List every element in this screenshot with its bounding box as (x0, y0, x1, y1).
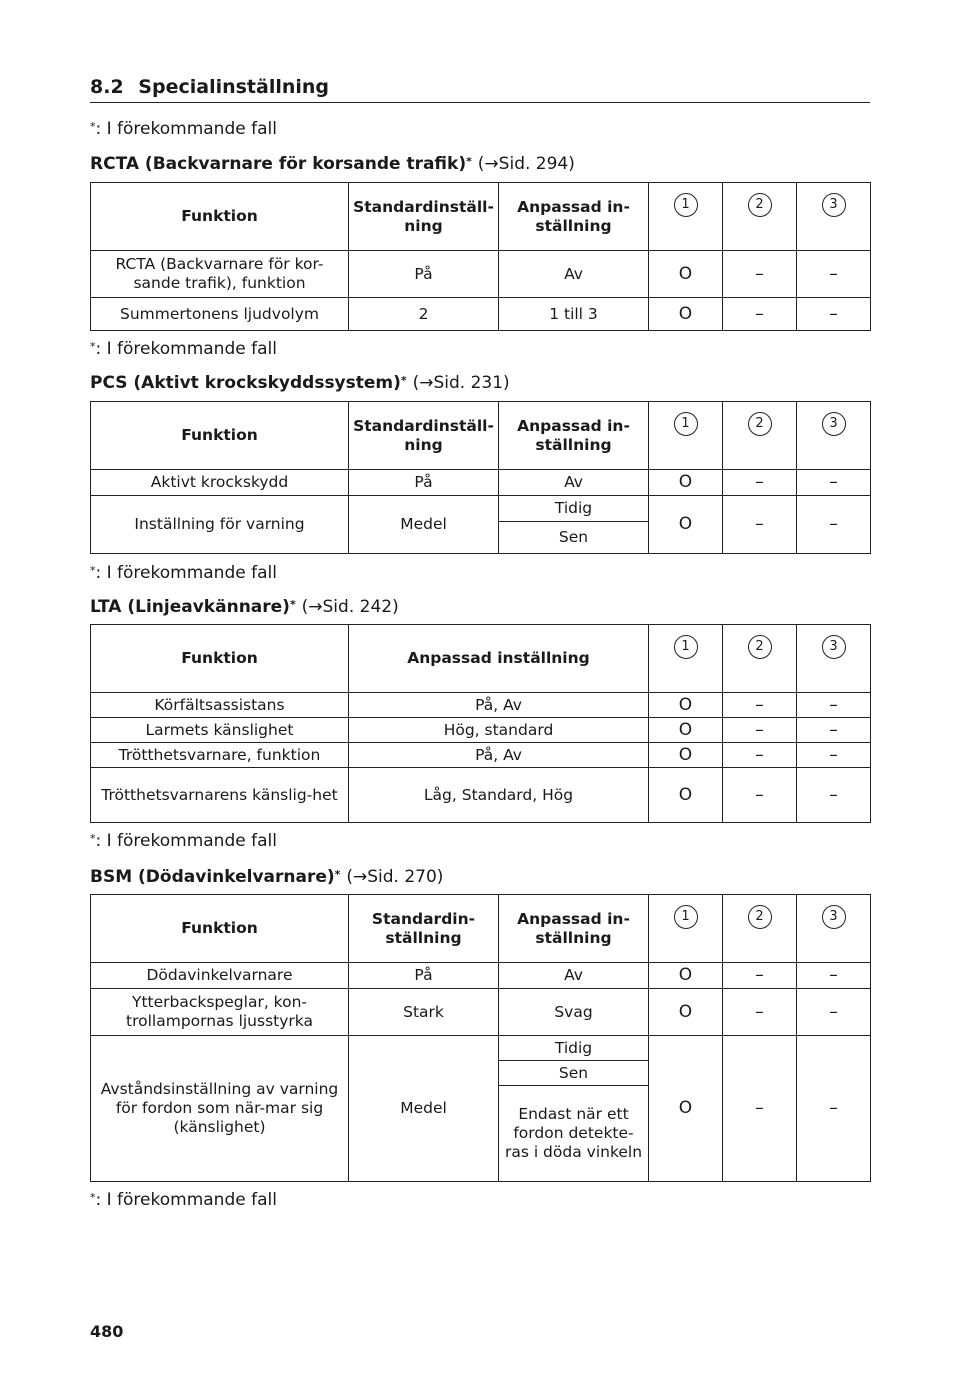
cell-c1: O (649, 989, 723, 1036)
cell-anpassad: Av (499, 963, 649, 989)
cell-c3: – (797, 496, 871, 554)
header-anpassad: Anpassad inställning (349, 625, 649, 693)
header-circled-2 (723, 895, 797, 963)
cell-c1: O (649, 963, 723, 989)
footnote: *: I förekommande fall (90, 339, 277, 359)
table-row (91, 963, 871, 989)
lta-table (90, 624, 871, 823)
cell-c3: – (797, 768, 871, 823)
cell-standard: Stark (349, 989, 499, 1036)
cell-funktion: Avståndsinställning av varning för fordon som när-mar sig (känslighet) (91, 1036, 349, 1182)
circled-3-icon: 3 (822, 905, 846, 929)
cell-c2: – (723, 298, 797, 331)
pcs-heading: PCS (Aktivt krockskyddssystem)* (→Sid. 231) (90, 373, 510, 393)
cell-funktion: RCTA (Backvarnare för kor-sande trafik), funktion (91, 251, 349, 298)
cell-c2: – (723, 1036, 797, 1182)
table-row (91, 718, 871, 743)
bsm-page-ref[interactable]: (→Sid. 270) (346, 867, 444, 887)
circled-3-icon: 3 (822, 412, 846, 436)
cell-anpassad-option: Sen (499, 522, 649, 554)
header-standard: Standardinställ-ning (349, 183, 499, 251)
footnote: *: I förekommande fall (90, 831, 277, 851)
header-circled-1 (649, 183, 723, 251)
cell-funktion: Dödavinkelvarnare (91, 963, 349, 989)
cell-funktion: Inställning för varning (91, 496, 349, 554)
table-row (91, 768, 871, 823)
header-funktion: Funktion (91, 183, 349, 251)
section-number: 8.2 (90, 76, 124, 98)
cell-standard: Medel (349, 496, 499, 554)
cell-anpassad-option: Endast när ett fordon detekte-ras i döda vinkeln (499, 1086, 649, 1182)
cell-c3: – (797, 743, 871, 768)
header-funktion: Funktion (91, 402, 349, 470)
cell-c3: – (797, 251, 871, 298)
circled-2-icon: 2 (748, 412, 772, 436)
lta-page-ref[interactable]: (→Sid. 242) (301, 597, 399, 617)
cell-c2: – (723, 470, 797, 496)
pcs-title: PCS (Aktivt krockskyddssystem) (90, 373, 401, 393)
cell-anpassad-option: Sen (499, 1061, 649, 1086)
header-standard: Standardinställ-ning (349, 402, 499, 470)
bsm-heading: BSM (Dödavinkelvarnare)* (→Sid. 270) (90, 867, 444, 887)
cell-c1: O (649, 470, 723, 496)
cell-c1: O (649, 1036, 723, 1182)
header-anpassad: Anpassad in-ställning (499, 183, 649, 251)
cell-c1: O (649, 768, 723, 823)
header-funktion: Funktion (91, 895, 349, 963)
table-row (91, 743, 871, 768)
circled-2-icon: 2 (748, 905, 772, 929)
header-circled-2 (723, 625, 797, 693)
cell-funktion: Summertonens ljudvolym (91, 298, 349, 331)
circled-2-icon: 2 (748, 193, 772, 217)
rcta-title: RCTA (Backvarnare för korsande trafik) (90, 154, 467, 174)
cell-funktion: Larmets känslighet (91, 718, 349, 743)
pcs-table (90, 401, 871, 554)
table-row (91, 298, 871, 331)
header-funktion: Funktion (91, 625, 349, 693)
cell-anpassad: Svag (499, 989, 649, 1036)
cell-anpassad: På, Av (349, 743, 649, 768)
cell-c1: O (649, 298, 723, 331)
page-number: 480 (90, 1322, 124, 1341)
cell-c3: – (797, 1036, 871, 1182)
cell-c2: – (723, 496, 797, 554)
cell-funktion: Aktivt krockskydd (91, 470, 349, 496)
cell-c2: – (723, 693, 797, 718)
header-circled-1 (649, 625, 723, 693)
cell-c2: – (723, 963, 797, 989)
cell-c1: O (649, 251, 723, 298)
header-circled-3 (797, 895, 871, 963)
cell-c1: O (649, 496, 723, 554)
cell-c3: – (797, 718, 871, 743)
cell-anpassad: På, Av (349, 693, 649, 718)
cell-standard: På (349, 963, 499, 989)
circled-1-icon: 1 (674, 635, 698, 659)
cell-anpassad: 1 till 3 (499, 298, 649, 331)
header-circled-2 (723, 402, 797, 470)
pcs-page-ref[interactable]: (→Sid. 231) (412, 373, 510, 393)
cell-c3: – (797, 298, 871, 331)
table-row (91, 1036, 871, 1061)
footnote: *: I förekommande fall (90, 119, 277, 139)
cell-c1: O (649, 743, 723, 768)
header-circled-3 (797, 402, 871, 470)
header-circled-3 (797, 183, 871, 251)
rcta-table (90, 182, 871, 331)
cell-c2: – (723, 718, 797, 743)
cell-c3: – (797, 470, 871, 496)
cell-funktion: Ytterbackspeglar, kon-trollampornas ljusstyrka (91, 989, 349, 1036)
table-row (91, 693, 871, 718)
footnote: *: I förekommande fall (90, 563, 277, 583)
cell-standard: 2 (349, 298, 499, 331)
cell-anpassad: Hög, standard (349, 718, 649, 743)
cell-funktion: Trötthetsvarnarens känslig-het (91, 768, 349, 823)
header-circled-3 (797, 625, 871, 693)
circled-3-icon: 3 (822, 193, 846, 217)
cell-standard: På (349, 470, 499, 496)
header-anpassad: Anpassad in-ställning (499, 402, 649, 470)
table-row (91, 989, 871, 1036)
header-standard: Standardin-ställning (349, 895, 499, 963)
circled-3-icon: 3 (822, 635, 846, 659)
cell-funktion: Körfältsassistans (91, 693, 349, 718)
circled-1-icon: 1 (674, 905, 698, 929)
cell-standard: På (349, 251, 499, 298)
cell-anpassad: Av (499, 251, 649, 298)
cell-c2: – (723, 768, 797, 823)
header-circled-2 (723, 183, 797, 251)
lta-heading: LTA (Linjeavkännare)* (→Sid. 242) (90, 597, 399, 617)
cell-c1: O (649, 693, 723, 718)
cell-c3: – (797, 963, 871, 989)
cell-c2: – (723, 743, 797, 768)
cell-anpassad: Av (499, 470, 649, 496)
cell-c3: – (797, 693, 871, 718)
cell-funktion: Trötthetsvarnare, funktion (91, 743, 349, 768)
cell-c3: – (797, 989, 871, 1036)
bsm-table (90, 894, 871, 1182)
footnote: *: I förekommande fall (90, 1190, 277, 1210)
cell-anpassad-option: Tidig (499, 496, 649, 522)
lta-title: LTA (Linjeavkännare) (90, 597, 290, 617)
rcta-heading: RCTA (Backvarnare för korsande trafik)* (→Sid. 294) (90, 154, 575, 174)
table-row (91, 251, 871, 298)
cell-c1: O (649, 718, 723, 743)
cell-c2: – (723, 251, 797, 298)
circled-1-icon: 1 (674, 412, 698, 436)
cell-anpassad-option: Tidig (499, 1036, 649, 1061)
cell-anpassad: Låg, Standard, Hög (349, 768, 649, 823)
header-circled-1 (649, 895, 723, 963)
table-row (91, 470, 871, 496)
header-circled-1 (649, 402, 723, 470)
circled-2-icon: 2 (748, 635, 772, 659)
bsm-title: BSM (Dödavinkelvarnare) (90, 867, 335, 887)
cell-c2: – (723, 989, 797, 1036)
section-title (90, 72, 870, 103)
circled-1-icon: 1 (674, 193, 698, 217)
table-row (91, 496, 871, 522)
section-name: Specialinställning (138, 76, 330, 98)
header-anpassad: Anpassad in-ställning (499, 895, 649, 963)
rcta-page-ref[interactable]: (→Sid. 294) (477, 154, 575, 174)
cell-standard: Medel (349, 1036, 499, 1182)
